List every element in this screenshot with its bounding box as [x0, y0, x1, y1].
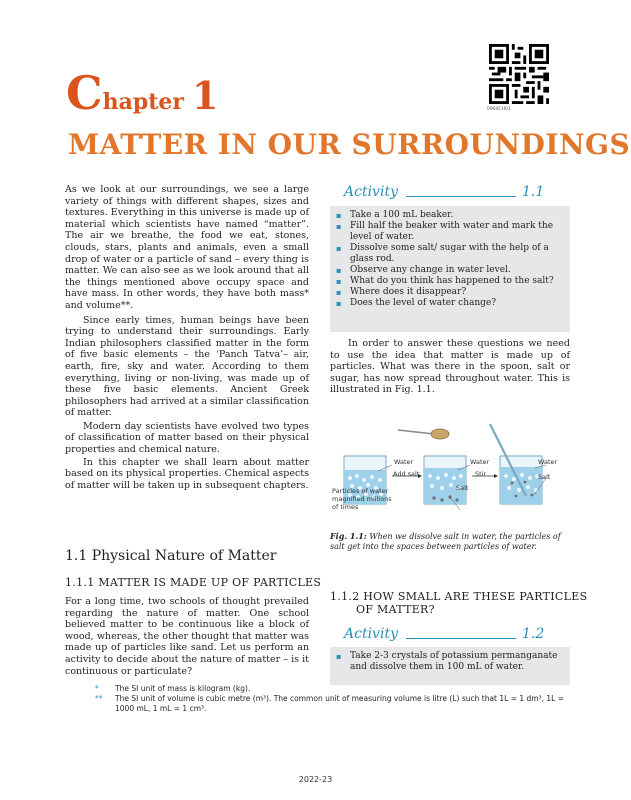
- section-1-1-2-line-2: OF MATTER?: [356, 603, 435, 616]
- figure-caption-text: When we dissolve salt in water, the particles of salt get into the spaces between particles of water.: [330, 532, 561, 551]
- footnotes: [95, 684, 575, 714]
- activity-rule: [406, 638, 516, 639]
- page-footer: 2022-23: [298, 775, 333, 784]
- footnote-mark: **: [95, 694, 103, 703]
- figure-label-stir: Stir: [475, 470, 487, 478]
- list-item: ▪ Take a 100 mL beaker.: [332, 210, 570, 221]
- list-item: ▪ Take 2-3 crystals of potassium permanganate and dissolve them in 100 mL of water.: [332, 651, 570, 673]
- section-1-1-1-paragraph: For a long time, two schools of thought prevailed regarding the nature of matter. One school believed matter to be continuous like a block of wood, whereas, the other thought that matter was made up of particles like sand. Let us perform an activity to decide about the nature of matter – is it continuous or particulate?: [65, 596, 309, 677]
- list-item: ▪ What do you think has happened to the salt?: [332, 276, 570, 287]
- activity-1-2-number: 1.2: [521, 626, 545, 642]
- intro-text: [65, 184, 309, 491]
- beaker-3-icon: [490, 424, 542, 504]
- list-item: ▪ Where does it disappear?: [332, 287, 570, 298]
- figure-label-water: Water: [470, 458, 490, 466]
- footnote-text: The SI unit of mass is kilogram (kg).: [115, 684, 251, 693]
- activity-1-1-title: [344, 184, 544, 200]
- list-item: ▪ Fill half the beaker with water and mark the level of water.: [332, 221, 570, 243]
- chapter-heading: [66, 66, 218, 120]
- qr-code-icon: [489, 44, 549, 104]
- section-1-1-1-heading: 1.1.1 MATTER IS MADE UP OF PARTICLES: [65, 576, 322, 589]
- activity-1-1-list: [332, 210, 570, 309]
- chapter-cap-letter: C: [66, 66, 103, 120]
- intro-paragraph-4: In this chapter we shall learn about matter based on its physical properties. Chemical aspects of matter will be taken up in subsequent chapters.: [65, 456, 309, 491]
- activity-1-2-list: [332, 651, 570, 673]
- figure-label-salt: Salt: [538, 473, 551, 481]
- figure-caption-label: Fig. 1.1:: [330, 531, 367, 541]
- figure-1-1-caption: [330, 531, 570, 552]
- activity-1-1-label: Activity: [344, 184, 398, 200]
- footnote-mark: *: [95, 684, 99, 693]
- activity-1-1-number: 1.1: [521, 184, 545, 200]
- intro-paragraph-2: Since early times, human beings have been trying to understand their surroundings. Early Indian philosophers classified matter in the form of five basic elements – the ‘Panch Tatva’– air, earth, fire, sky and water. According to them everything, living or non-living, was made up of these five basic elements. Ancient Greek philosophers had arrived at a similar classification of matter.: [65, 314, 309, 419]
- activity-1-1-box: [330, 206, 570, 332]
- list-item: ▪ Dissolve some salt/ sugar with the help of a glass rod.: [332, 243, 570, 265]
- activity-1-2-box: [330, 647, 570, 685]
- activity-1-2-label: Activity: [344, 626, 398, 642]
- beaker-2-icon: [398, 429, 469, 504]
- chapter-number: 1: [192, 73, 219, 118]
- intro-paragraph-3: Modern day scientists have evolved two types of classification of matter based on their physical properties and chemical nature.: [65, 420, 309, 456]
- activity-1-2-title: [344, 626, 544, 642]
- chapter-title: MATTER IN OUR SURROUNDINGS: [68, 128, 631, 161]
- figure-label-line: of times: [332, 503, 359, 511]
- figure-1-1-illustration: [330, 418, 570, 528]
- activity-1-1-followup: In order to answer these questions we need to use the idea that matter is made up of particles. What was there in the spoon, salt or sugar, has now spread throughout water. This is illustrated in Fig. 1.1.: [330, 338, 570, 396]
- list-item: ▪ Does the level of water change?: [332, 298, 570, 309]
- figure-label-line: magnified millions: [332, 495, 392, 503]
- section-1-1-2-heading: [330, 590, 587, 616]
- figure-label-line: Particles of water: [332, 487, 389, 495]
- section-1-1-2-line-1: 1.1.2 HOW SMALL ARE THESE PARTICLES: [330, 590, 588, 603]
- intro-paragraph-1: As we look at our surroundings, we see a large variety of things with different shapes, sizes and textures. Everything in this universe is made up of material which scientists have named “matter”. The air we breathe, the food we eat, stones, clouds, stars, plants and animals, even a small drop of water or a particle of sand – every thing is matter. We can also see as we look around that all the things mentioned above occupy space and have mass. In other words, they have both mass* and volume**.: [65, 184, 309, 311]
- qr-code-id: 0964CH01: [487, 107, 511, 112]
- footnote-mass: [95, 684, 575, 694]
- figure-label-water: Water: [538, 458, 558, 466]
- list-item: ▪ Observe any change in water level.: [332, 265, 570, 276]
- figure-label-add-salt: Add salt: [393, 470, 420, 478]
- figure-label-salt: Salt: [456, 484, 469, 492]
- figure-label-particles: [332, 487, 392, 511]
- figure-label-water: Water: [394, 458, 414, 466]
- section-1-1-heading: 1.1 Physical Nature of Matter: [65, 548, 277, 564]
- footnote-volume: [95, 694, 575, 714]
- activity-rule: [406, 196, 516, 197]
- chapter-word: hapter: [102, 89, 185, 115]
- footnote-text: The SI unit of volume is cubic metre (m³). The common unit of measuring volume is litre (L) such that 1L = 1 dm³, 1L = 1000 mL, 1 mL = 1 cm³.: [115, 694, 564, 713]
